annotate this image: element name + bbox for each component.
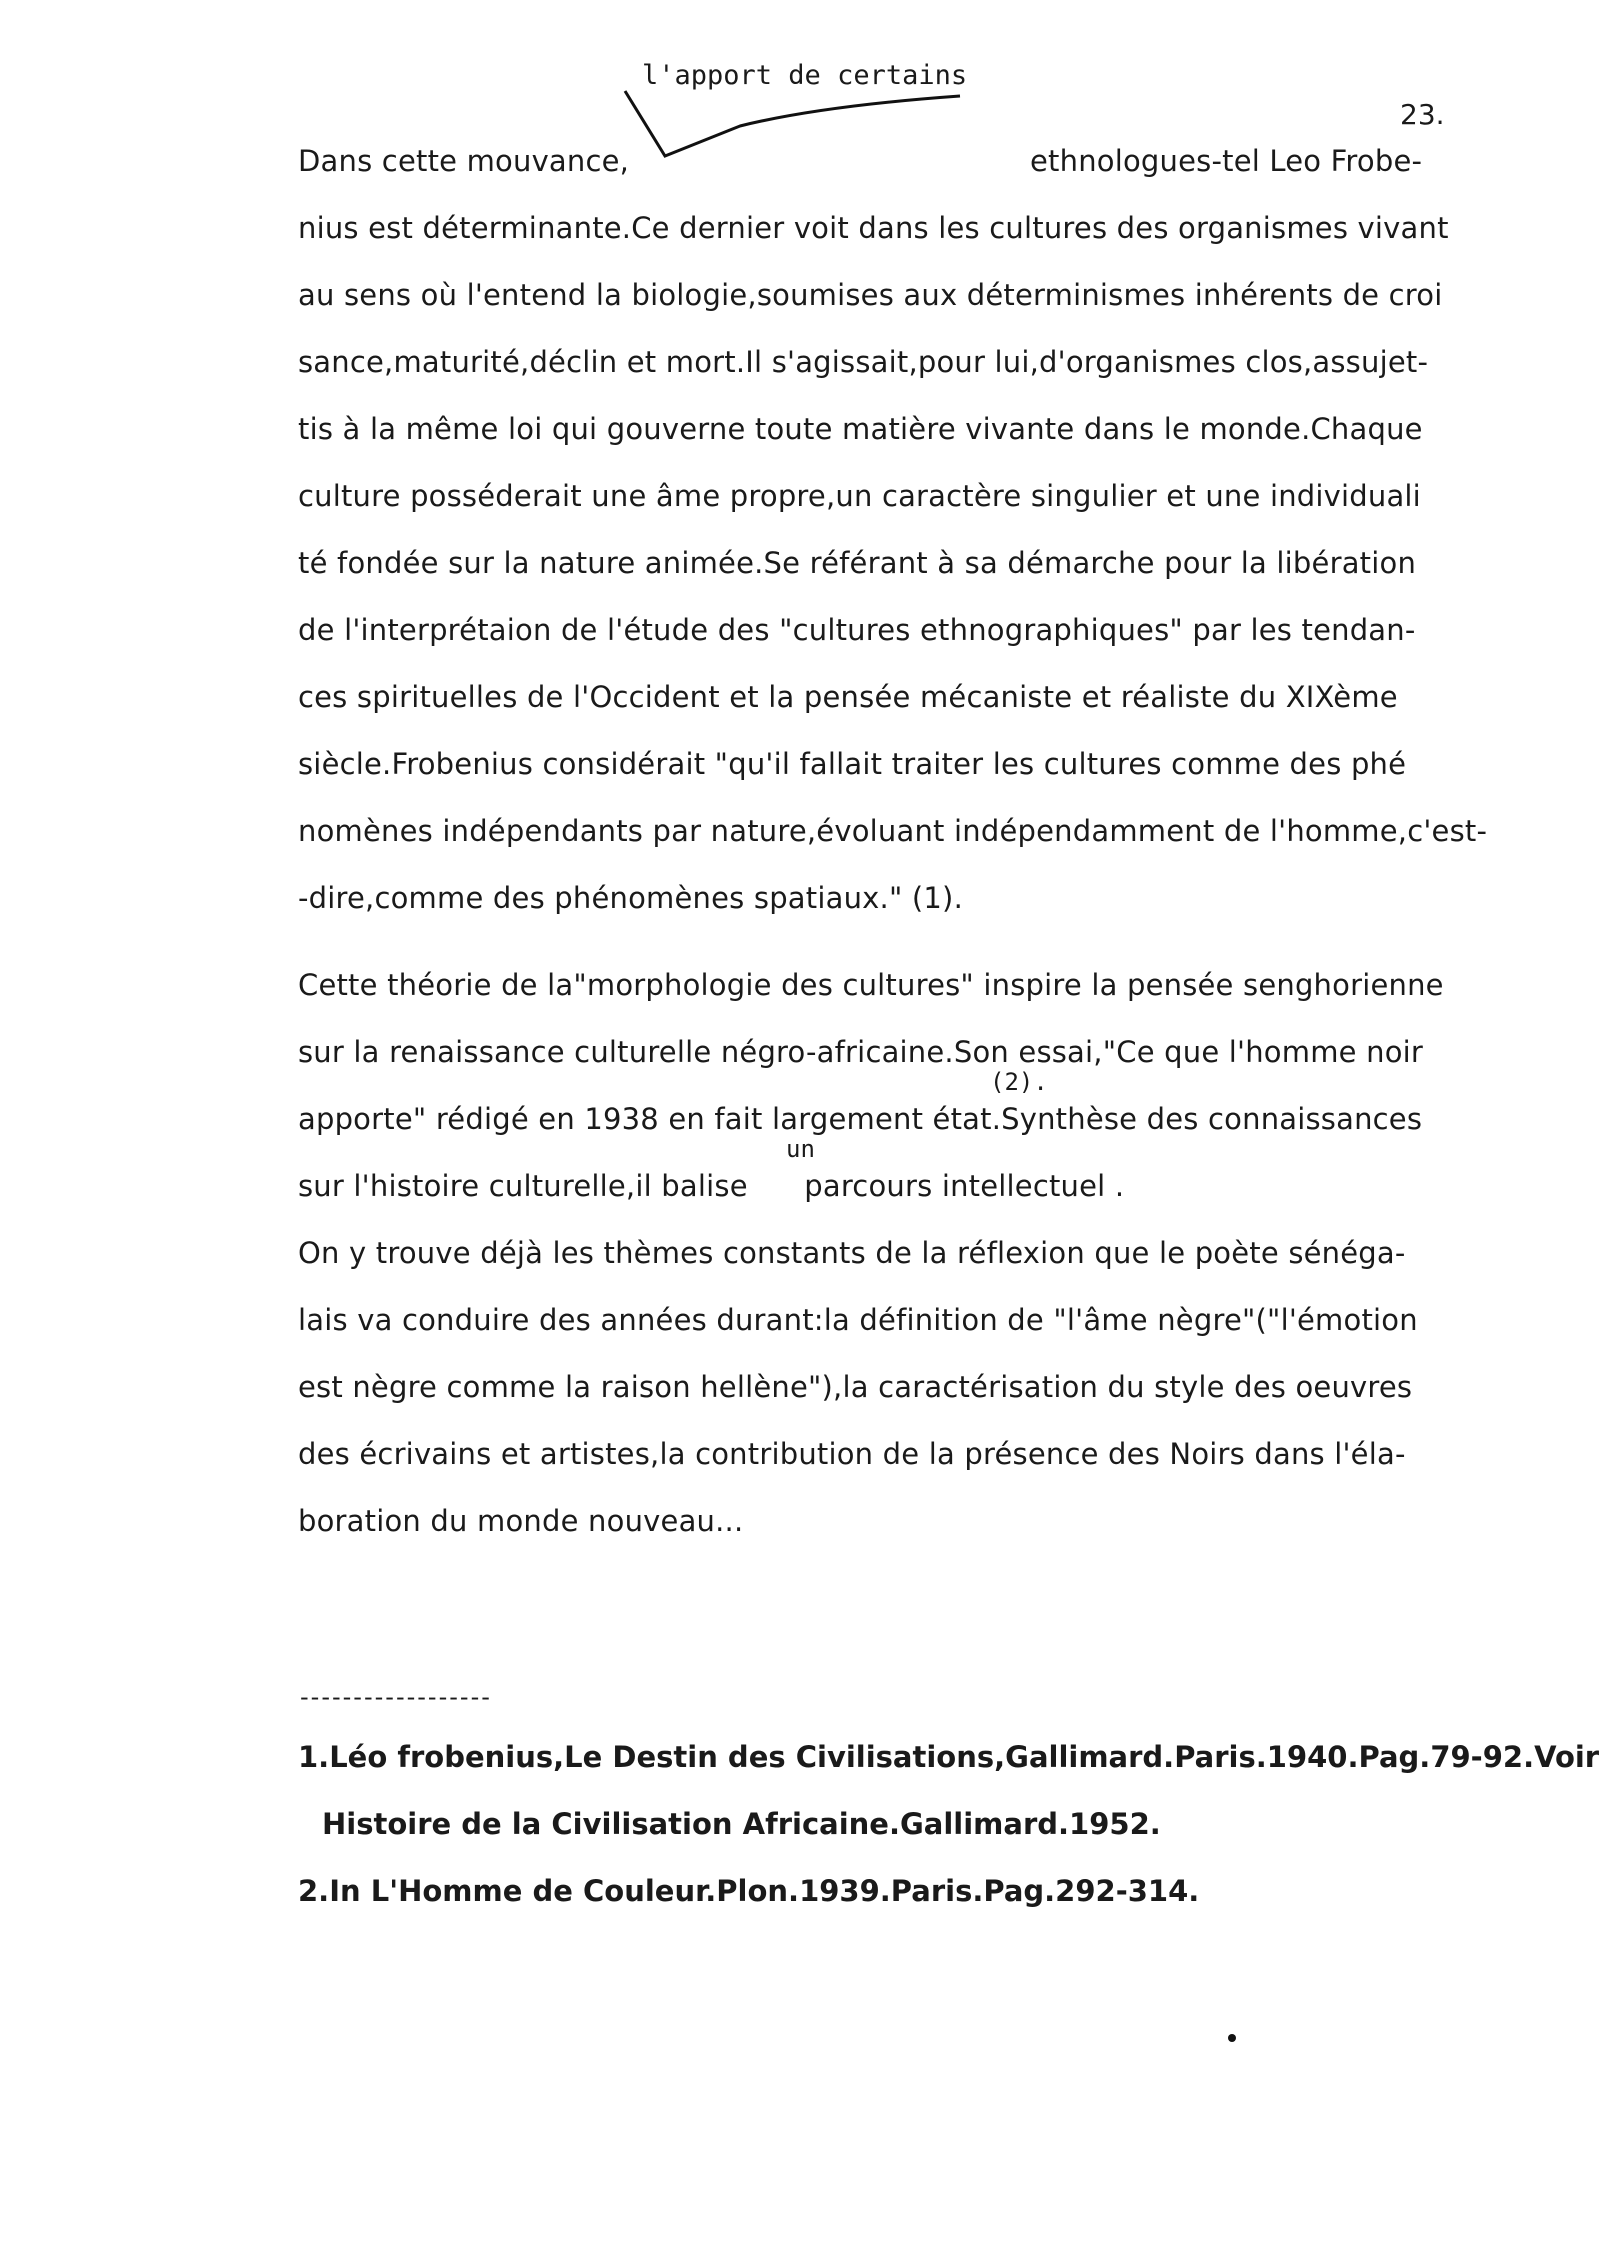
body-line-8: de l'interprétaion de l'étude des "cultures ethnographiques" par les tendan- (298, 613, 1416, 647)
handwritten-un: un (786, 1135, 815, 1163)
body-line-13: Cette théorie de la"morphologie des cultures" inspire la pensée senghorienne (298, 968, 1444, 1002)
body-line-17: On y trouve déjà les thèmes constants de la réflexion que le poète sénéga- (298, 1236, 1406, 1270)
body-line-1b: ethnologues-tel Leo Frobe- (1030, 144, 1423, 178)
body-line-19: est nègre comme la raison hellène"),la caractérisation du style des oeuvres (298, 1370, 1413, 1404)
body-line-7: té fondée sur la nature animée.Se référant à sa démarche pour la libération (298, 546, 1417, 580)
ink-dot (1228, 2034, 1236, 2042)
body-line-15: apporte" rédigé en 1938 en fait largement état.Synthèse des connaissances (298, 1102, 1423, 1136)
footnote-1: 1.Léo frobenius,Le Destin des Civilisations,Gallimard.Paris.1940.Pag.79-92.Voir (298, 1740, 1600, 1774)
page-number: 23. (1400, 98, 1445, 131)
footnote-separator: ------------------ (300, 1683, 492, 1711)
body-line-3: au sens où l'entend la biologie,soumises aux déterminismes inhérents de croi (298, 278, 1443, 312)
body-line-10: siècle.Frobenius considérait "qu'il fallait traiter les cultures comme des phé (298, 747, 1407, 781)
body-line-16: sur l'histoire culturelle,il balise parcours intellectuel . (298, 1169, 1125, 1203)
footnote-2: 2.In L'Homme de Couleur.Plon.1939.Paris.Pag.292-314. (298, 1874, 1200, 1908)
handwritten-ref-2: (2). (990, 1068, 1048, 1096)
body-line-21: boration du monde nouveau... (298, 1504, 744, 1538)
body-line-9: ces spirituelles de l'Occident et la pensée mécaniste et réaliste du XIXème (298, 680, 1398, 714)
body-line-4: sance,maturité,déclin et mort.Il s'agissait,pour lui,d'organismes clos,assujet- (298, 345, 1429, 379)
body-line-11: nomènes indépendants par nature,évoluant indépendamment de l'homme,c'est- (298, 814, 1488, 848)
handwritten-insert: l'apport de certains (642, 60, 968, 91)
body-line-20: des écrivains et artistes,la contribution de la présence des Noirs dans l'éla- (298, 1437, 1406, 1471)
body-line-14: sur la renaissance culturelle négro-africaine.Son essai,"Ce que l'homme noir (298, 1035, 1424, 1069)
body-line-1a: Dans cette mouvance, (298, 144, 630, 178)
body-line-6: culture posséderait une âme propre,un caractère singulier et une individuali (298, 479, 1421, 513)
insertion-caret-icon (620, 86, 980, 176)
body-line-5: tis à la même loi qui gouverne toute matière vivante dans le monde.Chaque (298, 412, 1423, 446)
body-line-18: lais va conduire des années durant:la définition de "l'âme nègre"("l'émotion (298, 1303, 1418, 1337)
footnote-1-cont: Histoire de la Civilisation Africaine.Gallimard.1952. (322, 1807, 1161, 1841)
body-line-2: nius est déterminante.Ce dernier voit dans les cultures des organismes vivant (298, 211, 1449, 245)
body-line-12: -dire,comme des phénomènes spatiaux." (1). (298, 881, 963, 915)
